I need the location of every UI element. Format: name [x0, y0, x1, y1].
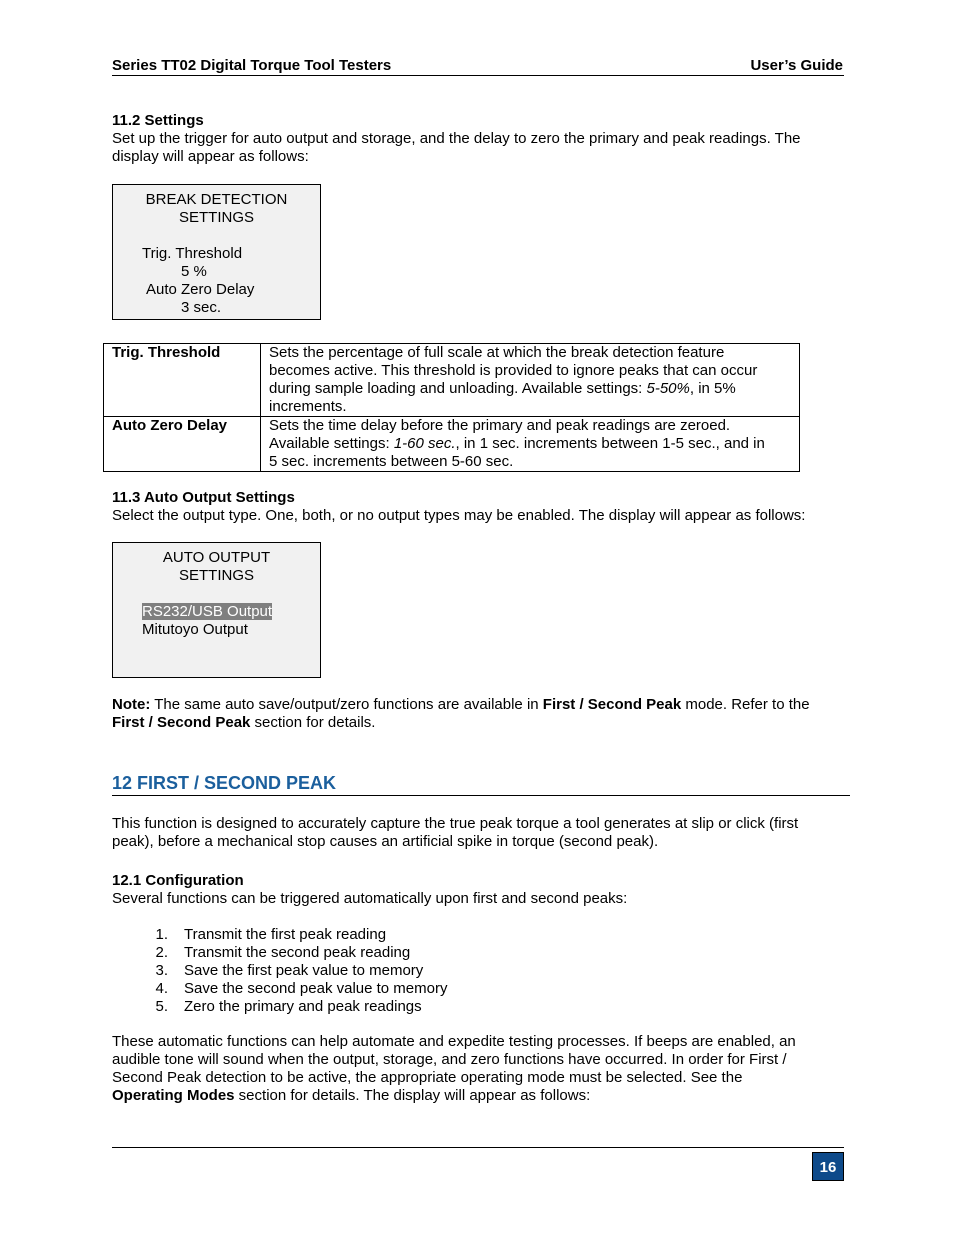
- document-header-guide: User’s Guide: [750, 57, 843, 74]
- section-12-1-heading: 12.1 Configuration: [112, 872, 244, 889]
- definition-text: , in 1 sec. increments between 1-5 sec., and in: [455, 435, 765, 452]
- section-12-1-para-line1: These automatic functions can help automate and expedite testing processes. If beeps are enabled, an: [112, 1033, 796, 1050]
- display-title-line2: SETTINGS: [178, 209, 254, 226]
- display-trig-threshold-value: 5 %: [181, 263, 207, 280]
- display-title-line1: BREAK DETECTION: [145, 191, 288, 208]
- definition-line: 5 sec. increments between 5-60 sec.: [269, 453, 514, 470]
- definition-text: Available settings:: [269, 435, 394, 452]
- list-item: [112, 980, 447, 998]
- definition-trig-threshold: [261, 344, 800, 417]
- auto-output-display: [112, 542, 321, 678]
- list-number: 5.: [155, 998, 168, 1015]
- note-text: section for details.: [250, 714, 376, 731]
- list-item: [112, 926, 447, 944]
- note-emphasis: First / Second Peak: [542, 696, 682, 713]
- display-trig-threshold-label: Trig. Threshold: [142, 245, 243, 262]
- list-text: Zero the primary and peak readings: [184, 998, 422, 1015]
- list-item: [112, 962, 447, 980]
- note-label: Note:: [112, 696, 151, 713]
- list-text: Save the second peak value to memory: [184, 980, 448, 997]
- operating-modes-reference: Operating Modes: [112, 1087, 235, 1104]
- header-divider: [112, 75, 844, 76]
- term-trig-threshold: Trig. Threshold: [104, 344, 261, 417]
- note-emphasis: First / Second Peak: [112, 714, 251, 731]
- display-auto-zero-delay-value: 3 sec.: [181, 299, 222, 316]
- footer-divider: [112, 1147, 844, 1148]
- section-11-2-text-line1: Set up the trigger for auto output and storage, and the delay to zero the primary and peak readings. The: [112, 130, 801, 147]
- break-detection-display: [112, 184, 321, 320]
- list-number: 2.: [155, 944, 168, 961]
- display-auto-zero-delay-label: Auto Zero Delay: [146, 281, 255, 298]
- definition-text: during sample loading and unloading. Available settings:: [269, 380, 647, 397]
- document-header-title: Series TT02 Digital Torque Tool Testers: [112, 57, 392, 74]
- definition-range: 5-50%: [646, 380, 690, 397]
- note-text: The same auto save/output/zero functions are available in: [150, 696, 543, 713]
- list-number: 1.: [155, 926, 168, 943]
- section-12-intro-line2: peak), before a mechanical stop causes an artificial spike in torque (second peak).: [112, 833, 659, 850]
- section-12-1-para-line3: Second Peak detection to be active, the appropriate operating mode must be selected. See the: [112, 1069, 743, 1086]
- display-option-rs232-usb-selected: RS232/USB Output: [142, 603, 273, 620]
- settings-definition-table: [103, 343, 800, 472]
- display-title-line1: AUTO OUTPUT: [162, 549, 271, 566]
- list-number: 4.: [155, 980, 168, 997]
- list-item: [112, 998, 447, 1016]
- section-11-3-text: Select the output type. One, both, or no output types may be enabled. The display will appear as follows:: [112, 507, 806, 524]
- definition-auto-zero-delay: [261, 417, 800, 472]
- section-12-intro-line1: This function is designed to accurately capture the true peak torque a tool generates at slip or click (first: [112, 815, 799, 832]
- configuration-function-list: [112, 926, 447, 1016]
- section-11-2-text-line2: display will appear as follows:: [112, 148, 309, 165]
- section-11-3-heading: 11.3 Auto Output Settings: [112, 489, 295, 506]
- note-line1: [112, 696, 847, 714]
- definition-range: 1-60 sec.: [393, 435, 456, 452]
- list-text: Transmit the second peak reading: [184, 944, 411, 961]
- table-row: [104, 344, 800, 417]
- list-item: [112, 944, 447, 962]
- definition-line: Sets the time delay before the primary and peak readings are zeroed.: [269, 417, 731, 434]
- display-title-line2: SETTINGS: [178, 567, 254, 584]
- page-number: 16: [812, 1152, 844, 1181]
- definition-line: [269, 435, 791, 453]
- note-line2: [112, 714, 847, 732]
- para-text: section for details. The display will appear as follows:: [234, 1087, 591, 1104]
- section-11-2-heading: 11.2 Settings: [112, 112, 204, 129]
- list-text: Save the first peak value to memory: [184, 962, 424, 979]
- table-row: [104, 417, 800, 472]
- section-12-1-text: Several functions can be triggered automatically upon first and second peaks:: [112, 890, 628, 907]
- definition-line: becomes active. This threshold is provided to ignore peaks that can occur: [269, 362, 758, 379]
- note-text: mode. Refer to the: [681, 696, 810, 713]
- display-option-mitutoyo: Mitutoyo Output: [142, 621, 248, 638]
- term-auto-zero-delay: Auto Zero Delay: [104, 417, 261, 472]
- section-12-1-para-line2: audible tone will sound when the output, storage, and zero functions have occurred. In order for First /: [112, 1051, 787, 1068]
- section-12-1-para-line4: [112, 1087, 847, 1105]
- section-12-divider: [112, 795, 850, 796]
- list-text: Transmit the first peak reading: [184, 926, 387, 943]
- section-12-title: 12 FIRST / SECOND PEAK: [112, 773, 337, 793]
- definition-line: Sets the percentage of full scale at which the break detection feature: [269, 344, 725, 361]
- definition-text: , in 5%: [689, 380, 736, 397]
- definition-line: [269, 380, 791, 398]
- list-number: 3.: [155, 962, 168, 979]
- definition-line: increments.: [269, 398, 347, 415]
